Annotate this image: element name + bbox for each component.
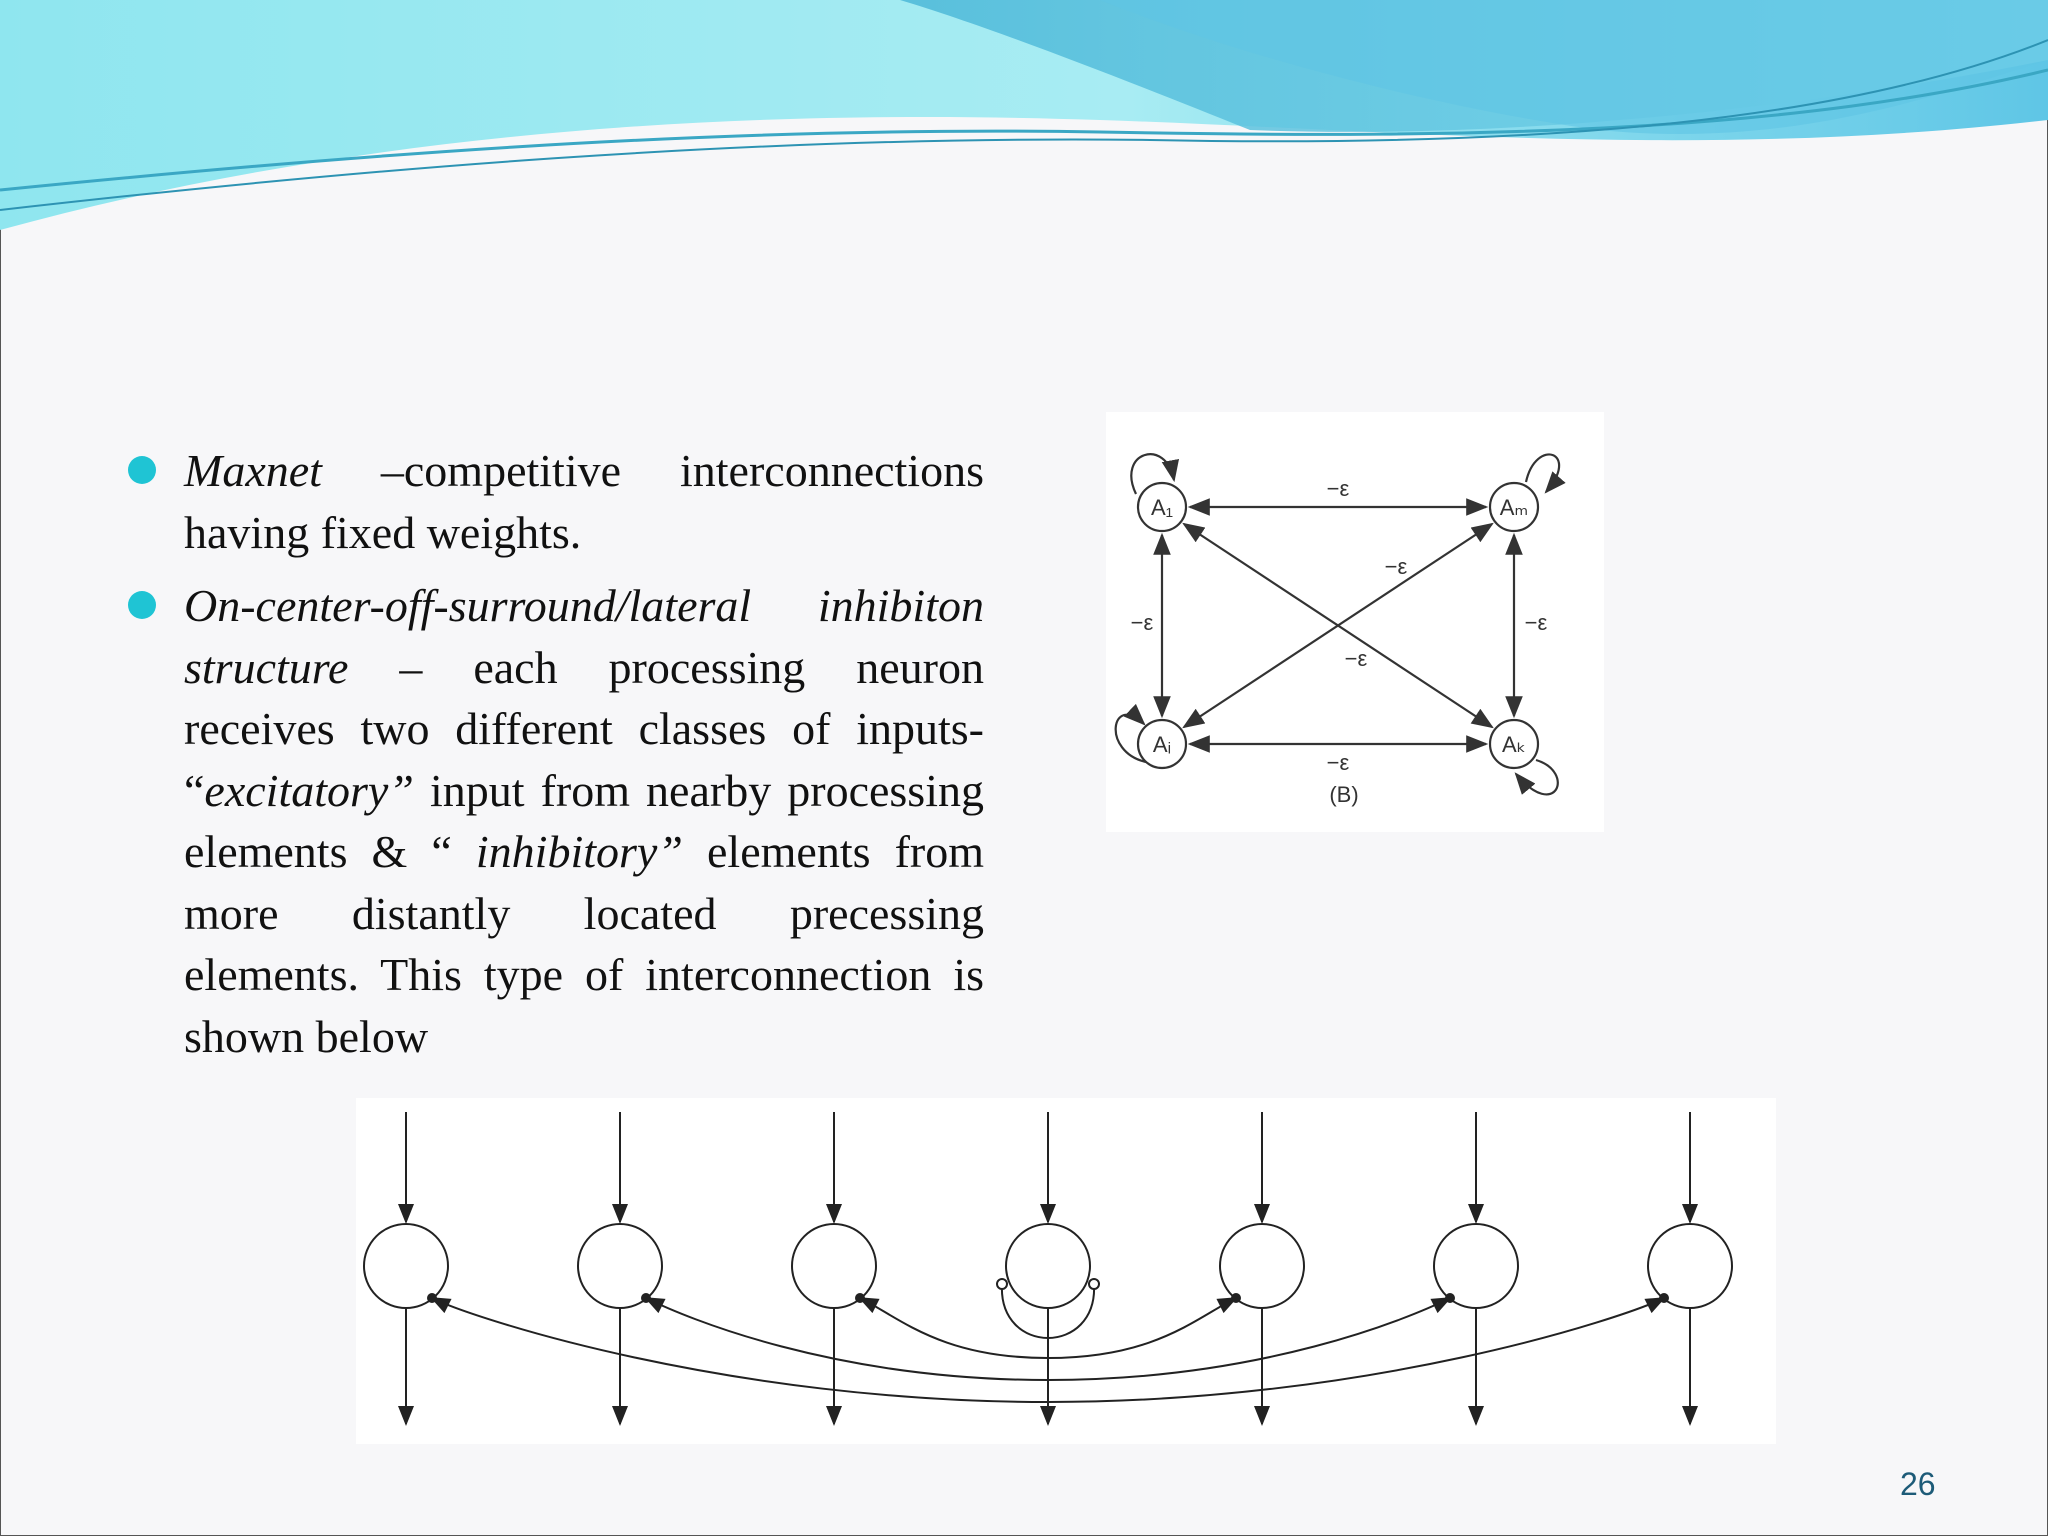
term-maxnet: Maxnet [184,445,322,496]
self-loop-a1 [1131,454,1174,494]
excitatory-terminal [1089,1279,1099,1289]
excitatory-terminal [997,1279,1007,1289]
weight-label-left: −ε [1130,610,1154,635]
maxnet-diagram [1106,412,1604,832]
node-am-label: Aₘ [1499,495,1529,520]
neuron-node [1006,1224,1090,1308]
weight-label-right: −ε [1524,610,1548,635]
inhibitory-terminal [1660,1294,1668,1302]
node-a1-label: A₁ [1150,495,1174,520]
self-loop-ak [1516,760,1558,794]
node-ai-label: Aᵢ [1152,732,1172,757]
weight-label-bottom: −ε [1326,750,1350,775]
inhibitory-connection [1048,1298,1664,1402]
weight-label-diag-upper: −ε [1384,554,1408,579]
bullet-list [128,440,984,1067]
inhibitory-connection [432,1298,1048,1402]
term-on-center-off-surround: On-center-off-surround/lateral inhibiton structure [184,580,984,693]
inhibitory-terminal [642,1294,650,1302]
bullet-lateral-text-3: elements from more distantly located precessing elements. This type of interconnection is shown below [184,826,984,1062]
inhibitory-terminal [1446,1294,1454,1302]
term-inhibitory: inhibitory” [475,826,683,877]
node-ak-label: Aₖ [1501,732,1527,757]
bullet-maxnet [128,440,984,563]
weight-label-top: −ε [1326,476,1350,501]
bullet-maxnet-text: –competitive interconnections having fixed weights. [184,445,984,558]
term-excitatory: excitatory” [204,764,414,816]
bullet-lateral-text-1: – each processing neuron receives two different classes of inputs- “ [184,641,984,816]
inhibitory-connection [646,1298,1048,1380]
self-loop-am [1526,454,1559,492]
lateral-inhibition-diagram [356,1098,1776,1444]
weight-label-diag-lower: −ε [1344,646,1368,671]
bullet-dot-icon [128,591,156,619]
inhibitory-terminal [428,1294,436,1302]
maxnet-caption: (B) [1329,782,1359,807]
header-wave [0,0,2048,240]
inhibitory-connection [1048,1298,1450,1380]
inhibitory-terminal [856,1294,864,1302]
bullet-dot-icon [128,456,156,484]
inhibitory-terminal [1232,1294,1240,1302]
page-number: 26 [1900,1466,1936,1502]
bullet-lateral-text-2: input from nearby processing elements & “ [184,764,984,877]
bullet-lateral-inhibition [128,575,984,1067]
